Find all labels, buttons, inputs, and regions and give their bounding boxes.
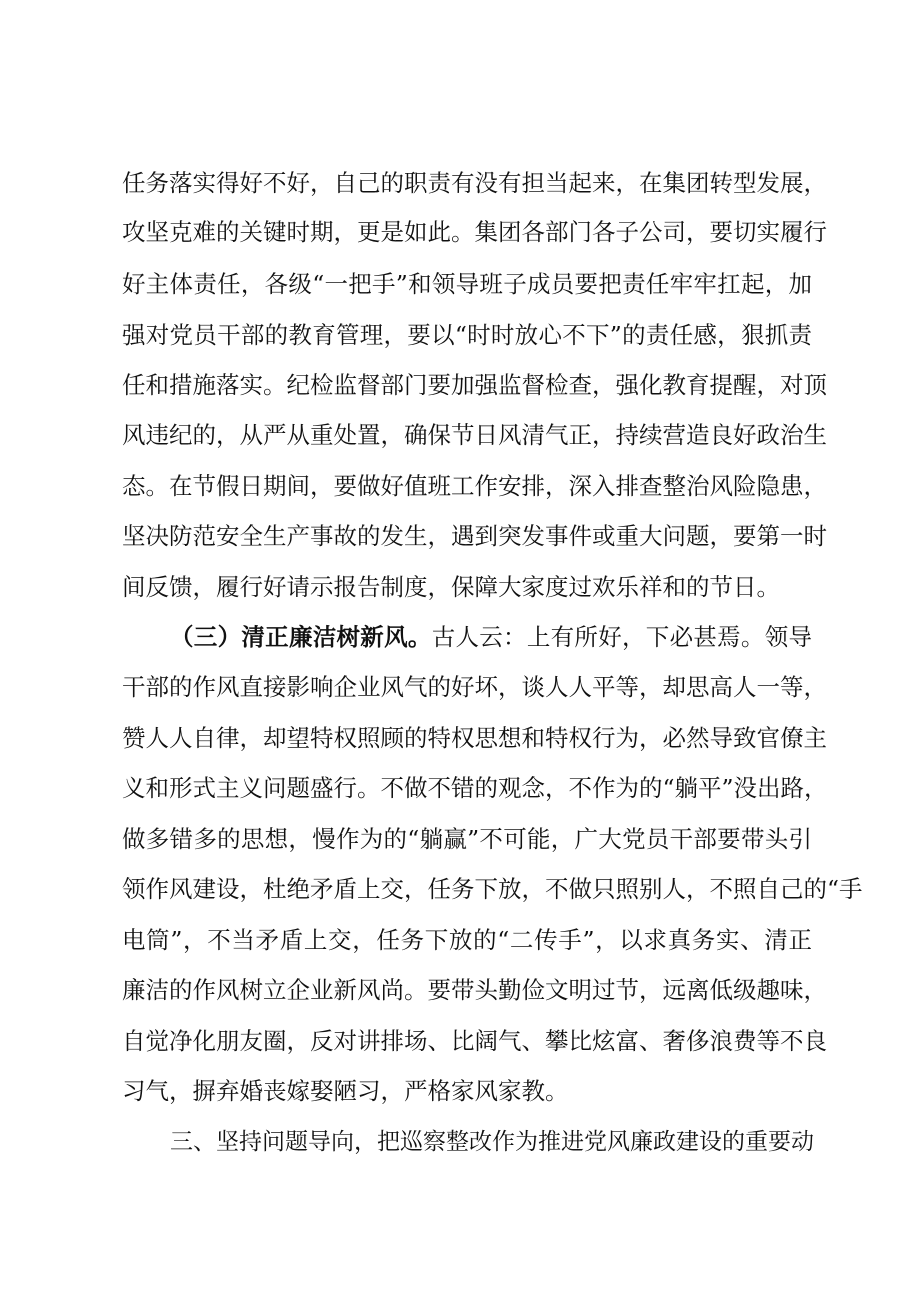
paragraph-line: 强对党员干部的教育管理，要以“时时放心不下”的责任感，狠抓责 xyxy=(122,321,812,349)
paragraph-line: 电筒”，不当矛盾上交，任务下放的“二传手”，以求真务实、清正 xyxy=(122,926,812,954)
paragraph-line: 自觉净化朋友圈，反对讲排场、比阔气、攀比炫富、奢侈浪费等不良 xyxy=(122,1027,827,1055)
paragraph-line: 赞人人自律，却望特权照顾的特权思想和特权行为，必然导致官僚主 xyxy=(122,724,827,752)
paragraph-line: 坚决防范安全生产事故的发生，遇到突发事件或重大问题，要第一时 xyxy=(122,522,827,550)
paragraph-text: 古人云：上有所好，下必甚焉。领导 xyxy=(431,623,813,651)
paragraph-line: 任和措施落实。纪检监督部门要加强监督检查，强化教育提醒，对顶 xyxy=(122,371,827,399)
paragraph-line: 间反馈，履行好请示报告制度，保障大家度过欢乐祥和的节日。 xyxy=(122,573,780,601)
subsection-heading: （三）清正廉洁树新风。 xyxy=(170,623,432,651)
paragraph-line: 领作风建设，杜绝矛盾上交，任务下放，不做只照别人，不照自己的“手 xyxy=(122,875,863,903)
paragraph-line: 义和形式主义问题盛行。不做不错的观念，不作为的“躺平”没出路， xyxy=(122,774,828,802)
paragraph-line: 干部的作风直接影响企业风气的好坏，谈人人平等，却思高人一等， xyxy=(122,673,827,701)
paragraph-line: 任务落实得好不好，自己的职责有没有担当起来，在集团转型发展， xyxy=(122,169,827,197)
paragraph-first-line xyxy=(170,622,812,652)
paragraph-line: 攻坚克难的关键时期，更是如此。集团各部门各子公司，要切实履行 xyxy=(122,218,827,246)
paragraph-line: 风违纪的，从严从重处置，确保节日风清气正，持续营造良好政治生 xyxy=(122,421,827,449)
paragraph-line: 好主体责任，各级“一把手”和领导班子成员要把责任牢牢扛起，加 xyxy=(122,270,812,298)
paragraph-line: 廉洁的作风树立企业新风尚。要带头勤俭文明过节，远离低级趣味， xyxy=(122,976,827,1004)
paragraph-line: 习气，摒弃婚丧嫁娶陋习，严格家风家教。 xyxy=(122,1077,569,1105)
paragraph-line: 做多错多的思想，慢作为的“躺赢”不可能，广大党员干部要带头引 xyxy=(122,825,812,853)
section-heading: 三、坚持问题导向，把巡察整改作为推进党风廉政建设的重要动 xyxy=(170,1129,814,1155)
paragraph-line: 态。在节假日期间，要做好值班工作安排，深入排查整治风险隐患， xyxy=(122,472,827,500)
